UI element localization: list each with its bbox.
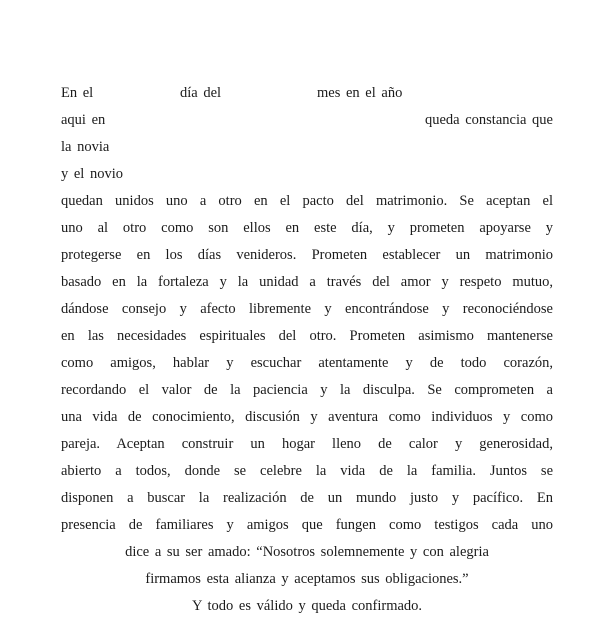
vow-text-line: una vida de conocimiento, discusión y aventura como individuos y como (61, 409, 553, 425)
date-line-month-year-label: mes en el año (317, 85, 403, 101)
vow-text-line: presencia de familiares y amigos que fungen como testigos cada uno (61, 517, 553, 533)
bride-line (61, 134, 553, 161)
place-line-prefix: aqui en (61, 112, 106, 128)
place-line (61, 107, 553, 134)
date-line (61, 80, 553, 107)
vow-text-line: uno al otro como son ellos en este día, y prometen apoyarse y (61, 220, 553, 236)
certificate-text-block (61, 80, 553, 620)
bride-label: la novia (61, 139, 110, 155)
date-line-prefix: En el (61, 85, 94, 101)
date-line-day-label: día del (180, 85, 222, 101)
declaration-line-1: dice a su ser amado: “Nosotros solemnemente y con alegria (125, 544, 489, 560)
vow-text-line: dándose consejo y afecto libremente y encontrándose y reconociéndose (61, 301, 553, 317)
vow-text-line: recordando el valor de la paciencia y la disculpa. Se comprometen a (61, 382, 553, 398)
confirmation-line: Y todo es válido y queda confirmado. (191, 598, 423, 614)
blank-day-number (101, 80, 176, 107)
vow-text-line: quedan unidos uno a otro en el pacto del matrimonio. Se aceptan el (61, 193, 553, 209)
vow-text-line: abierto a todos, donde se celebre la vida de la familia. Juntos se (61, 463, 553, 479)
vow-text-line: como amigos, hablar y escuchar atentamente y de todo corazón, (61, 355, 553, 371)
blank-month-name (231, 80, 313, 107)
blank-groom-name (146, 161, 551, 188)
place-line-suffix: queda constancia que (424, 112, 553, 128)
vow-text-line: pareja. Aceptan construir un hogar lleno de calor y generosidad, (61, 436, 553, 452)
vow-text-line: protegerse en los días venideros. Prometen establecer un matrimonio (61, 247, 553, 263)
groom-label: y el novio (61, 166, 123, 182)
blank-place (126, 107, 386, 134)
groom-line (61, 161, 553, 188)
vow-text-line: basado en la fortaleza y la unidad a través del amor y respeto mutuo, (61, 274, 553, 290)
declaration-line-2: firmamos esta alianza y aceptamos sus obligaciones.” (145, 571, 469, 587)
vow-text-line: disponen a buscar la realización de un mundo justo y pacífico. En (61, 490, 553, 506)
blank-bride-name (131, 134, 551, 161)
blank-year (421, 80, 551, 107)
vow-text-line: en las necesidades espirituales del otro. Prometen asimismo mantenerse (61, 328, 553, 344)
